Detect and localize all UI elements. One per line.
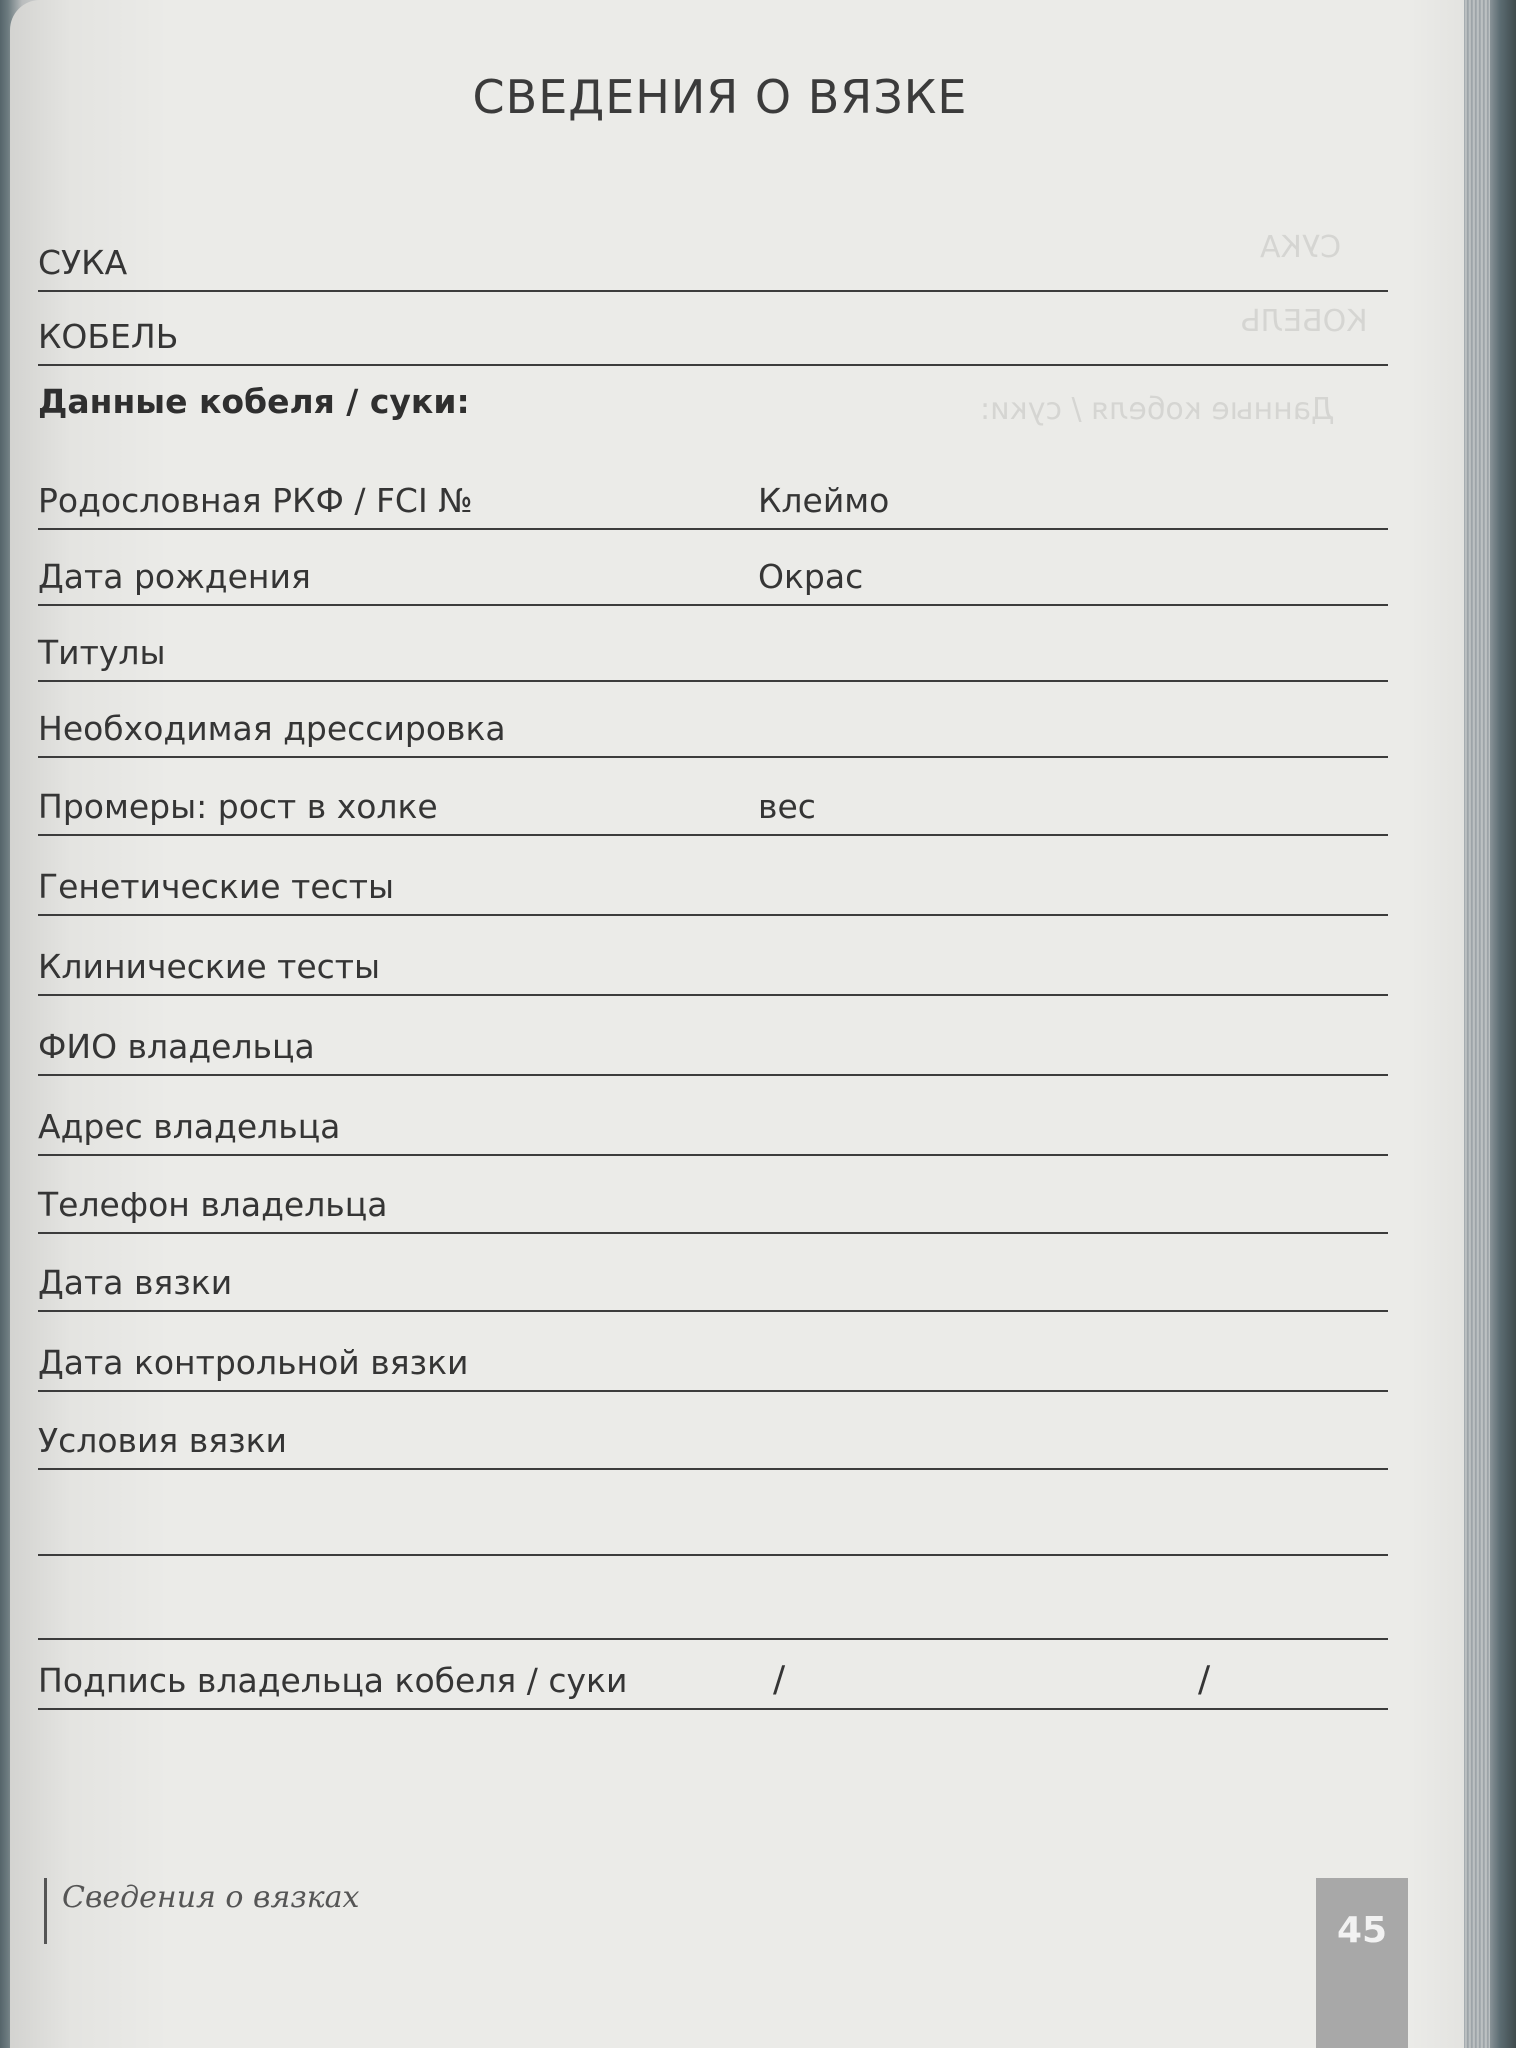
female-field[interactable] <box>38 232 1388 292</box>
mating-conditions-line <box>38 1468 1388 1470</box>
pedigree-line <box>38 528 1388 530</box>
mating-date-label: Дата вязки <box>38 1263 233 1302</box>
mating-conditions-label: Условия вязки <box>38 1421 287 1460</box>
birth-date-field[interactable] <box>38 546 1388 606</box>
training-field[interactable] <box>38 698 1388 758</box>
mating-date-line <box>38 1310 1388 1312</box>
measurements-line <box>38 834 1388 836</box>
mating-date-field[interactable] <box>38 1252 1388 1312</box>
signature-label: Подпись владельца кобеля / суки <box>38 1661 628 1700</box>
signature-field[interactable] <box>38 1650 1388 1710</box>
owner-phone-field[interactable] <box>38 1174 1388 1234</box>
page-number-tab <box>1316 1878 1408 2048</box>
clinical-tests-field[interactable] <box>38 936 1388 996</box>
section-heading: Данные кобеля / суки: <box>38 382 470 421</box>
control-mating-date-label: Дата контрольной вязки <box>38 1343 469 1382</box>
male-label: КОБЕЛЬ <box>38 317 179 356</box>
footer-divider <box>44 1878 47 1944</box>
mating-conditions-field[interactable] <box>38 1410 1388 1470</box>
training-label: Необходимая дрессировка <box>38 709 506 748</box>
titles-field[interactable] <box>38 622 1388 682</box>
genetic-tests-line <box>38 914 1388 916</box>
owner-phone-label: Телефон владельца <box>38 1185 388 1224</box>
bleed-through-text: Данные кобеля / суки: <box>980 392 1335 427</box>
owner-address-label: Адрес владельца <box>38 1107 341 1146</box>
titles-label: Титулы <box>38 633 166 672</box>
female-label: СУКА <box>38 243 128 282</box>
page-stack-edge <box>1464 0 1490 2048</box>
form-page <box>10 0 1490 2048</box>
owner-name-line <box>38 1074 1388 1076</box>
color-label: Окрас <box>758 557 864 596</box>
owner-address-line <box>38 1154 1388 1156</box>
genetic-tests-field[interactable] <box>38 856 1388 916</box>
pedigree-label: Родословная РКФ / FCI № <box>38 481 473 520</box>
clinical-tests-line <box>38 994 1388 996</box>
signature-line <box>38 1708 1388 1710</box>
male-field[interactable] <box>38 306 1388 366</box>
birth-date-label: Дата рождения <box>38 557 311 596</box>
owner-address-field[interactable] <box>38 1096 1388 1156</box>
clinical-tests-label: Клинические тесты <box>38 947 381 986</box>
control-mating-date-field[interactable] <box>38 1332 1388 1392</box>
mating-conditions-extra-line-1[interactable] <box>38 1496 1388 1556</box>
bleed-through-text: СУКА <box>1260 230 1342 265</box>
mating-conditions-extra-line-2[interactable] <box>38 1580 1388 1640</box>
owner-phone-line <box>38 1232 1388 1234</box>
extra-line-2 <box>38 1638 1388 1640</box>
bleed-through-text: КОБЕЛЬ <box>1240 304 1368 339</box>
female-line <box>38 290 1388 292</box>
titles-line <box>38 680 1388 682</box>
page-title: СВЕДЕНИЯ О ВЯЗКЕ <box>472 70 968 124</box>
measurements-label: Промеры: рост в холке <box>38 787 438 826</box>
footer-section-name: Сведения о вязках <box>62 1880 360 1915</box>
brand-label: Клеймо <box>758 481 890 520</box>
birth-date-line <box>38 604 1388 606</box>
measurements-field[interactable] <box>38 776 1388 836</box>
page-number: 45 <box>1336 1910 1388 1951</box>
control-mating-date-line <box>38 1390 1388 1392</box>
genetic-tests-label: Генетические тесты <box>38 867 395 906</box>
male-line <box>38 364 1388 366</box>
extra-line-1 <box>38 1554 1388 1556</box>
signature-slash-1: / <box>773 1659 786 1700</box>
pedigree-field[interactable] <box>38 470 1388 530</box>
signature-slash-2: / <box>1198 1659 1211 1700</box>
training-line <box>38 756 1388 758</box>
owner-name-label: ФИО владельца <box>38 1027 315 1066</box>
weight-label: вес <box>758 787 816 826</box>
owner-name-field[interactable] <box>38 1016 1388 1076</box>
